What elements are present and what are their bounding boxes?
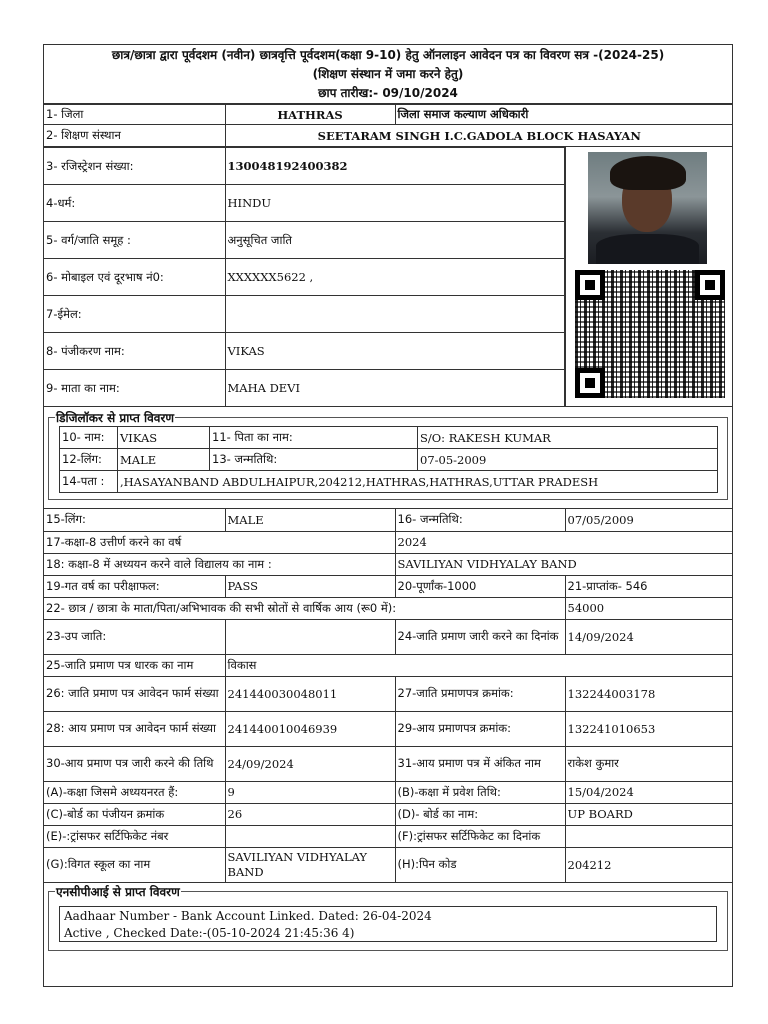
dl-dob-label: 13- जन्मतिथि: <box>210 449 418 471</box>
class8-year-value: 2024 <box>395 531 733 553</box>
class8-year-label: 17-कक्षा-8 उत्तीर्ण करने का वर्ष <box>44 531 395 553</box>
registration-value: 130048192400382 <box>225 148 565 185</box>
npci-checked-date: Active , Checked Date:-(05-10-2024 21:45:36 4) <box>64 925 355 940</box>
tc-number-label: (E)-:ट्रांसफर सर्टिफिकेट नंबर <box>44 825 225 847</box>
dob-value: 07/05/2009 <box>565 509 733 531</box>
mobile-value: XXXXXX5622 , <box>225 259 565 296</box>
board-name-value: UP BOARD <box>565 803 733 825</box>
obtained-marks: 21-प्राप्तांक- 546 <box>565 575 733 597</box>
dl-gender-label: 12-लिंग: <box>60 449 118 471</box>
income-cert-no-label: 29-आय प्रमाणपत्र क्रमांक: <box>395 711 565 746</box>
email-label: 7-ईमेल: <box>44 296 225 333</box>
pin-code-value: 204212 <box>565 847 733 882</box>
income-cert-date-label: 30-आय प्रमाण पत्र जारी करने की तिथि <box>44 746 225 781</box>
form-title: छात्र/छात्रा द्वारा पूर्वदशम (नवीन) छात्रवृत्ति पूर्वदशम(कक्षा 9-10) हेतु ऑनलाइन आवेदन पत्र का विवरण सत्र -(2024-25) <box>111 48 665 62</box>
max-marks: 20-पूर्णांक-1000 <box>395 575 565 597</box>
form-subtitle: (शिक्षण संस्थान में जमा करने हेतु) <box>312 67 464 81</box>
board-name-label: (D)- बोर्ड का नाम: <box>395 803 565 825</box>
tc-date-value <box>565 825 733 847</box>
institution-label: 2- शिक्षण संस्थान <box>44 125 225 147</box>
income-cert-name-value: राकेश कुमार <box>565 746 733 781</box>
caste-cert-date-value: 14/09/2024 <box>565 619 733 654</box>
aadhaar-link-status: Aadhaar Number - Bank Account Linked. Dated: 26-04-2024 <box>64 908 432 923</box>
caste-cert-date-label: 24-जाति प्रमाण जारी करने का दिनांक <box>395 619 565 654</box>
admission-date-value: 15/04/2024 <box>565 781 733 803</box>
dl-address-value: ,HASAYANBAND ABDULHAIPUR,204212,HATHRAS,HATHRAS,UTTAR PRADESH <box>118 471 718 493</box>
caste-form-no-value: 241440030048011 <box>225 676 395 711</box>
form-header <box>44 45 732 104</box>
mother-name-label: 9- माता का नाम: <box>44 370 225 407</box>
caste-cert-no-value: 132244003178 <box>565 676 733 711</box>
income-cert-date-value: 24/09/2024 <box>225 746 395 781</box>
prev-school-label: (G):विगत स्कूल का नाम <box>44 847 225 882</box>
sub-caste-label: 23-उप जाति: <box>44 619 225 654</box>
pin-code-label: (H):पिन कोड <box>395 847 565 882</box>
qr-code-icon <box>575 270 725 398</box>
basic-details-section <box>44 104 732 407</box>
income-value: 54000 <box>565 597 733 619</box>
caste-holder-value: विकास <box>225 654 733 676</box>
registered-name-label: 8- पंजीकरण नाम: <box>44 333 225 370</box>
income-cert-name-label: 31-आय प्रमाण पत्र में अंकित नाम <box>395 746 565 781</box>
dob-label: 16- जन्मतिथि: <box>395 509 565 531</box>
dl-name-value: VIKAS <box>118 427 210 449</box>
income-form-no-value: 241440010046939 <box>225 711 395 746</box>
caste-form-no-label: 26: जाति प्रमाण पत्र आवेदन फार्म संख्या <box>44 676 225 711</box>
caste-cert-no-label: 27-जाति प्रमाणपत्र क्रमांक: <box>395 676 565 711</box>
district-value: HATHRAS <box>225 105 395 125</box>
mobile-label: 6- मोबाइल एवं दूरभाष नं0: <box>44 259 225 296</box>
print-date: छाप तारीख:- 09/10/2024 <box>318 86 458 100</box>
npci-section <box>44 883 732 951</box>
income-cert-no-value: 132241010653 <box>565 711 733 746</box>
mother-name-value: MAHA DEVI <box>225 370 565 407</box>
digilocker-legend: डिजिलॉकर से प्राप्त विवरण <box>56 411 175 425</box>
email-value <box>225 296 565 333</box>
class8-school-label: 18: कक्षा-8 में अध्ययन करने वाले विद्यालय का नाम : <box>44 553 395 575</box>
dl-address-label: 14-पता : <box>60 471 118 493</box>
student-photo <box>588 152 707 264</box>
current-class-label: (A)-कक्षा जिसमे अध्ययनरत हैं: <box>44 781 225 803</box>
digilocker-section <box>44 407 732 509</box>
result-value: PASS <box>225 575 395 597</box>
board-reg-value: 26 <box>225 803 395 825</box>
institution-value: SEETARAM SINGH I.C.GADOLA BLOCK HASAYAN <box>225 125 733 147</box>
tc-number-value <box>225 825 395 847</box>
details-table <box>44 509 733 883</box>
tc-date-label: (F):ट्रांसफर सर्टिफिकेट का दिनांक <box>395 825 565 847</box>
religion-label: 4-धर्म: <box>44 185 225 222</box>
gender-value: MALE <box>225 509 395 531</box>
application-form <box>43 44 733 987</box>
result-label: 19-गत वर्ष का परीक्षाफल: <box>44 575 225 597</box>
gender-label: 15-लिंग: <box>44 509 225 531</box>
caste-group-value: अनुसूचित जाति <box>225 222 565 259</box>
board-reg-label: (C)-बोर्ड का पंजीयन क्रमांक <box>44 803 225 825</box>
income-form-no-label: 28: आय प्रमाण पत्र आवेदन फार्म संख्या <box>44 711 225 746</box>
religion-value: HINDU <box>225 185 565 222</box>
caste-holder-label: 25-जाति प्रमाण पत्र धारक का नाम <box>44 654 225 676</box>
officer-title: जिला समाज कल्याण अधिकारी <box>395 105 733 125</box>
dl-gender-value: MALE <box>118 449 210 471</box>
admission-date-label: (B)-कक्षा में प्रवेश तिथि: <box>395 781 565 803</box>
district-label: 1- जिला <box>44 105 225 125</box>
income-label: 22- छात्र / छात्रा के माता/पिता/अभिभावक की सभी स्रोतों से वार्षिक आय (रू0 में): <box>44 597 565 619</box>
npci-legend: एनसीपीआई से प्राप्त विवरण <box>56 884 180 899</box>
dl-name-label: 10- नाम: <box>60 427 118 449</box>
class8-school-value: SAVILIYAN VIDHYALAY BAND <box>395 553 733 575</box>
dl-father-value: S/O: RAKESH KUMAR <box>418 427 718 449</box>
photo-qr-panel <box>564 146 732 407</box>
npci-status-box <box>59 906 717 942</box>
caste-group-label: 5- वर्ग/जाति समूह : <box>44 222 225 259</box>
dl-dob-value: 07-05-2009 <box>418 449 718 471</box>
prev-school-value: SAVILIYAN VIDHYALAY BAND <box>225 847 395 882</box>
current-class-value: 9 <box>225 781 395 803</box>
dl-father-label: 11- पिता का नाम: <box>210 427 418 449</box>
sub-caste-value <box>225 619 395 654</box>
registered-name-value: VIKAS <box>225 333 565 370</box>
registration-label: 3- रजिस्ट्रेशन संख्या: <box>44 148 225 185</box>
